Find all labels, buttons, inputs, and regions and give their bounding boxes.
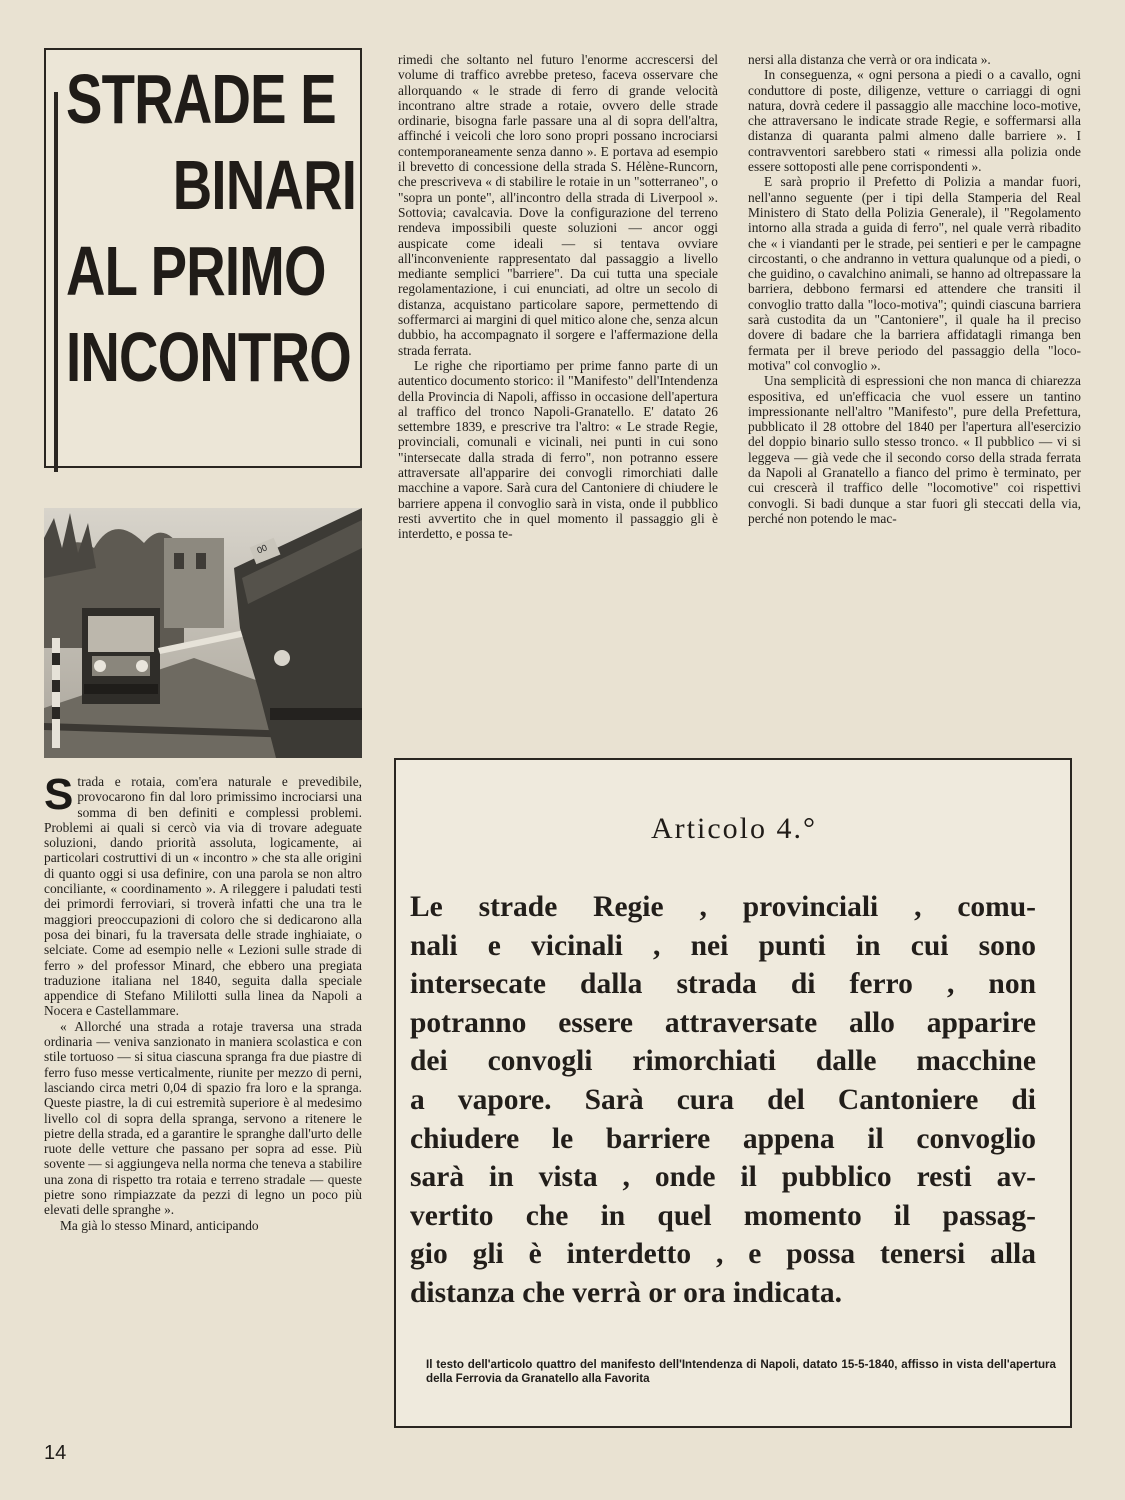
paragraph: In conseguenza, « ogni persona a piedi o a cavallo, ogni conduttore di poste, diligenze, vetture o carriaggi di ogni natura, dovrà cedere il passaggio alle macchine loco-motive, che attraversano le indicate strade Regie, e soffermarsi alla distanza di quaranta palmi almeno dalle barriere ». I contravventori sarebbero stati « rimessi alla polizia onde essere sottoposti alle pene corrispondenti ». bbox=[748, 67, 1081, 175]
text-column-middle bbox=[398, 52, 718, 740]
headline-rule bbox=[54, 92, 58, 472]
paragraph: E sarà proprio il Prefetto di Polizia a mandar fuori, nell'anno seguente (per i tipi della Stamperia del Real Ministero di Stato della Polizia Generale), il "Regolamento intorno alla strada a guida di ferro", nel quale verrà ribadito che « i viandanti per le strade, pei sentieri e per le campagne circostanti, o che andranno in vettura qualunque od a piedi, o che guidino, o cavalchino animali, se hanno ad oltrepassare la barriera, debbono fermarsi ed attendere che transiti il convoglio tratto dalla "loco-motiva"; quindi ciascuna barriera sarà custodita da un "Cantoniere", il quale ha il preciso dovere di badare che la barriera affidatagli rimanga ben fermata per il breve periodo del passaggio della "loco-motiva" col convoglio ». bbox=[748, 174, 1081, 373]
headline-box bbox=[44, 48, 362, 468]
paragraph: Le righe che riportiamo per prime fanno parte di un autentico documento storico: il "Manifesto" dell'Intendenza della Provincia di Napoli, affisso in occasione dell'apertura al traffico del tronco Napoli-Granatello. E' datato 26 settembre 1839, e prescrive tra l'altro: « Le strade Regie, provinciali, comunali e vicinali, nei punti in cui sono "intersecate dalla strada di ferro", non potranno essere attraversate all'apparire dei convogli rimorchiati dalle macchine a vapore. Sarà cura del Cantoniere di chiudere le barriere appena il convoglio sarà in vista, onde il pubblico resti avvertito che in quel momento il passaggio gli è interdetto, e possa te- bbox=[398, 357, 718, 542]
paragraph: rimedi che soltanto nel futuro l'enorme accrescersi del volume di traffico avrebbe preteso, faceva osservare che allorquando « le strade di ferro di grande velocità incontrano altre strade a rotaie, ovvero delle strade ordinarie, bisogna farle passare una al di sopra dell'altra, affinché i veicoli che loro sono propri possano incrociarsi contemporaneamente senza danno ». E portava ad esempio il brevetto di concessione della strada S. Hélène-Runcorn, che prescriveva « di stabilire le rotaie in un "sotterraneo", o "sopra un ponte", all'incontro della strada di Liverpool ». Sottovia; cavalcavia. Dove la configurazione del terreno rendeva impossibili queste soluzioni — ancor oggi auspicate come ideali — si tentava ovviare all'inconveniente rappresentato dal passaggio a livello mediante semplici "barriere". Da cui tutta una speciale regolamentazione, i cui enunciati, ad oltre un secolo di distanza, acquistano particolare sapore, permettendo di soffermarci ai margini di quel mitico alone che, senza alcun dubbio, ha accompagnato il sorgere e l'affermazione della strada ferrata. bbox=[398, 52, 718, 358]
paragraph: « Allorché una strada a rotaje traversa una strada ordinaria — veniva sanzionato in maniera scolastica e con stile tortuoso — si situa ciascuna spranga fra due piastre di ferro fuso messe verticalmente, riunite per mezzo di perni, lasciando circa metri 0,04 di spazio fra loro e la spranga. Queste piastre, la di cui estremità superiore è al medesimo livello col di sopra della spranga, servono a ritenere le pietre della strada, ed a garantire le spranghe dall'urto delle ruote delle vetture che passano per sopra ad esse. Più sovente — si aggiungeva nella norma che teneva a stabilire una zona di rispetto tra rotaia e terreno stradale — queste pietre sono rimpiazzate da pezzi di legno un poco più elevati delle spranghe ». bbox=[44, 1018, 362, 1218]
paragraph-text: trada e rotaia, com'era naturale e prevedibile, provocarono fin dal loro primissimo incrociarsi una somma di ben definiti e complessi problemi. Problemi ai quali si cercò via via di trovare adeguate soluzioni, dando priorità assoluta, logicamente, ai particolari costruttivi di un « incontro » che sta alle origini di quanto oggi si usa definire, con una parola se non altro conciliante, « coordinamento ». A rileggere i paludati testi dei primordi ferroviari, si troverà infatti che una tra le maggiori preoccupazioni di coloro che si dedicarono alla posa dei binari, fu la traversata delle strade inghiaiate, o selciate. Come ad esempio nelle « Lezioni sulle strade di ferro » del professor Minard, che ebbero una pregiata traduzione italiana nel 1840, seguita dalla speciale appendice di Stefano Mililotti sulla linea da Napoli a Nocera e Castellammare. bbox=[44, 774, 362, 1019]
photo-illustration bbox=[44, 508, 362, 758]
manifesto-line: distanza che verrà or ora indicata. bbox=[410, 1276, 843, 1309]
title-line-4: INCONTRO bbox=[66, 318, 351, 396]
drop-cap: S bbox=[44, 774, 74, 819]
manifesto-line: dei convogli rimorchiati dalle macchine bbox=[410, 1045, 1036, 1078]
title-line-3: AL PRIMO bbox=[66, 232, 326, 310]
paragraph: nersi alla distanza che verrà or ora indicata ». bbox=[748, 52, 991, 67]
opening-paragraph bbox=[44, 774, 362, 1019]
text-column-right bbox=[748, 52, 1081, 740]
manifesto-heading: Articolo 4.° bbox=[651, 812, 817, 845]
article-title bbox=[66, 56, 357, 400]
manifesto-line: sarà in vista , onde il pubblico resti av- bbox=[410, 1161, 1036, 1194]
manifesto-text bbox=[410, 888, 1036, 1313]
manifesto-line: gio gli è interdetto , e possa tenersi alla bbox=[410, 1238, 1036, 1271]
title-line-1: STRADE E bbox=[66, 60, 336, 138]
vehicle-plate: 00 bbox=[255, 542, 269, 556]
manifesto-line: intersecate dalla strada di ferro , non bbox=[410, 968, 1036, 1001]
title-line-2: BINARI bbox=[172, 146, 357, 224]
manifesto-line: vertito che in quel momento il passag- bbox=[410, 1199, 1036, 1232]
manifesto-line: Le strade Regie , provinciali , comu- bbox=[410, 891, 1036, 923]
manifesto-line: nali e vicinali , nei punti in cui sono bbox=[410, 929, 1036, 962]
manifesto-reproduction bbox=[394, 758, 1072, 1428]
level-crossing-photo bbox=[44, 508, 362, 758]
manifesto-line: chiudere le barriere appena il convoglio bbox=[410, 1122, 1036, 1155]
manifesto-line: a vapore. Sarà cura del Cantoniere di bbox=[410, 1083, 1036, 1116]
page-number: 14 bbox=[44, 1442, 67, 1464]
paragraph: Ma già lo stesso Minard, anticipando bbox=[60, 1217, 259, 1233]
manifesto-caption: Il testo dell'articolo quattro del manifesto dell'Intendenza di Napoli, datato 15-5-1840, affisso in vista dell'apertura della Ferrovia da Granatello alla Favorita bbox=[426, 1358, 1056, 1385]
paragraph: Una semplicità di espressioni che non manca di chiarezza espositiva, ed un'efficacia che vuol essere un tantino impressionante nell'altro "Manifesto", pure della Prefettura, pubblicato il 28 ottobre del 1840 per l'apertura all'esercizio del doppio binario sullo stesso tronco. « Il pubblico — vi si leggeva — già vede che il secondo corso della strada ferrata da Napoli al Granatello a fianco del primo è terminato, per cui crescerà il traffico delle "locomotive" coi rispettivi convogli. Si badi dunque a star fuori gli steccati della via, perché non potendo le mac- bbox=[748, 373, 1081, 526]
manifesto-line: potranno essere attraversate allo apparire bbox=[410, 1006, 1036, 1039]
text-column-left bbox=[44, 774, 362, 1442]
